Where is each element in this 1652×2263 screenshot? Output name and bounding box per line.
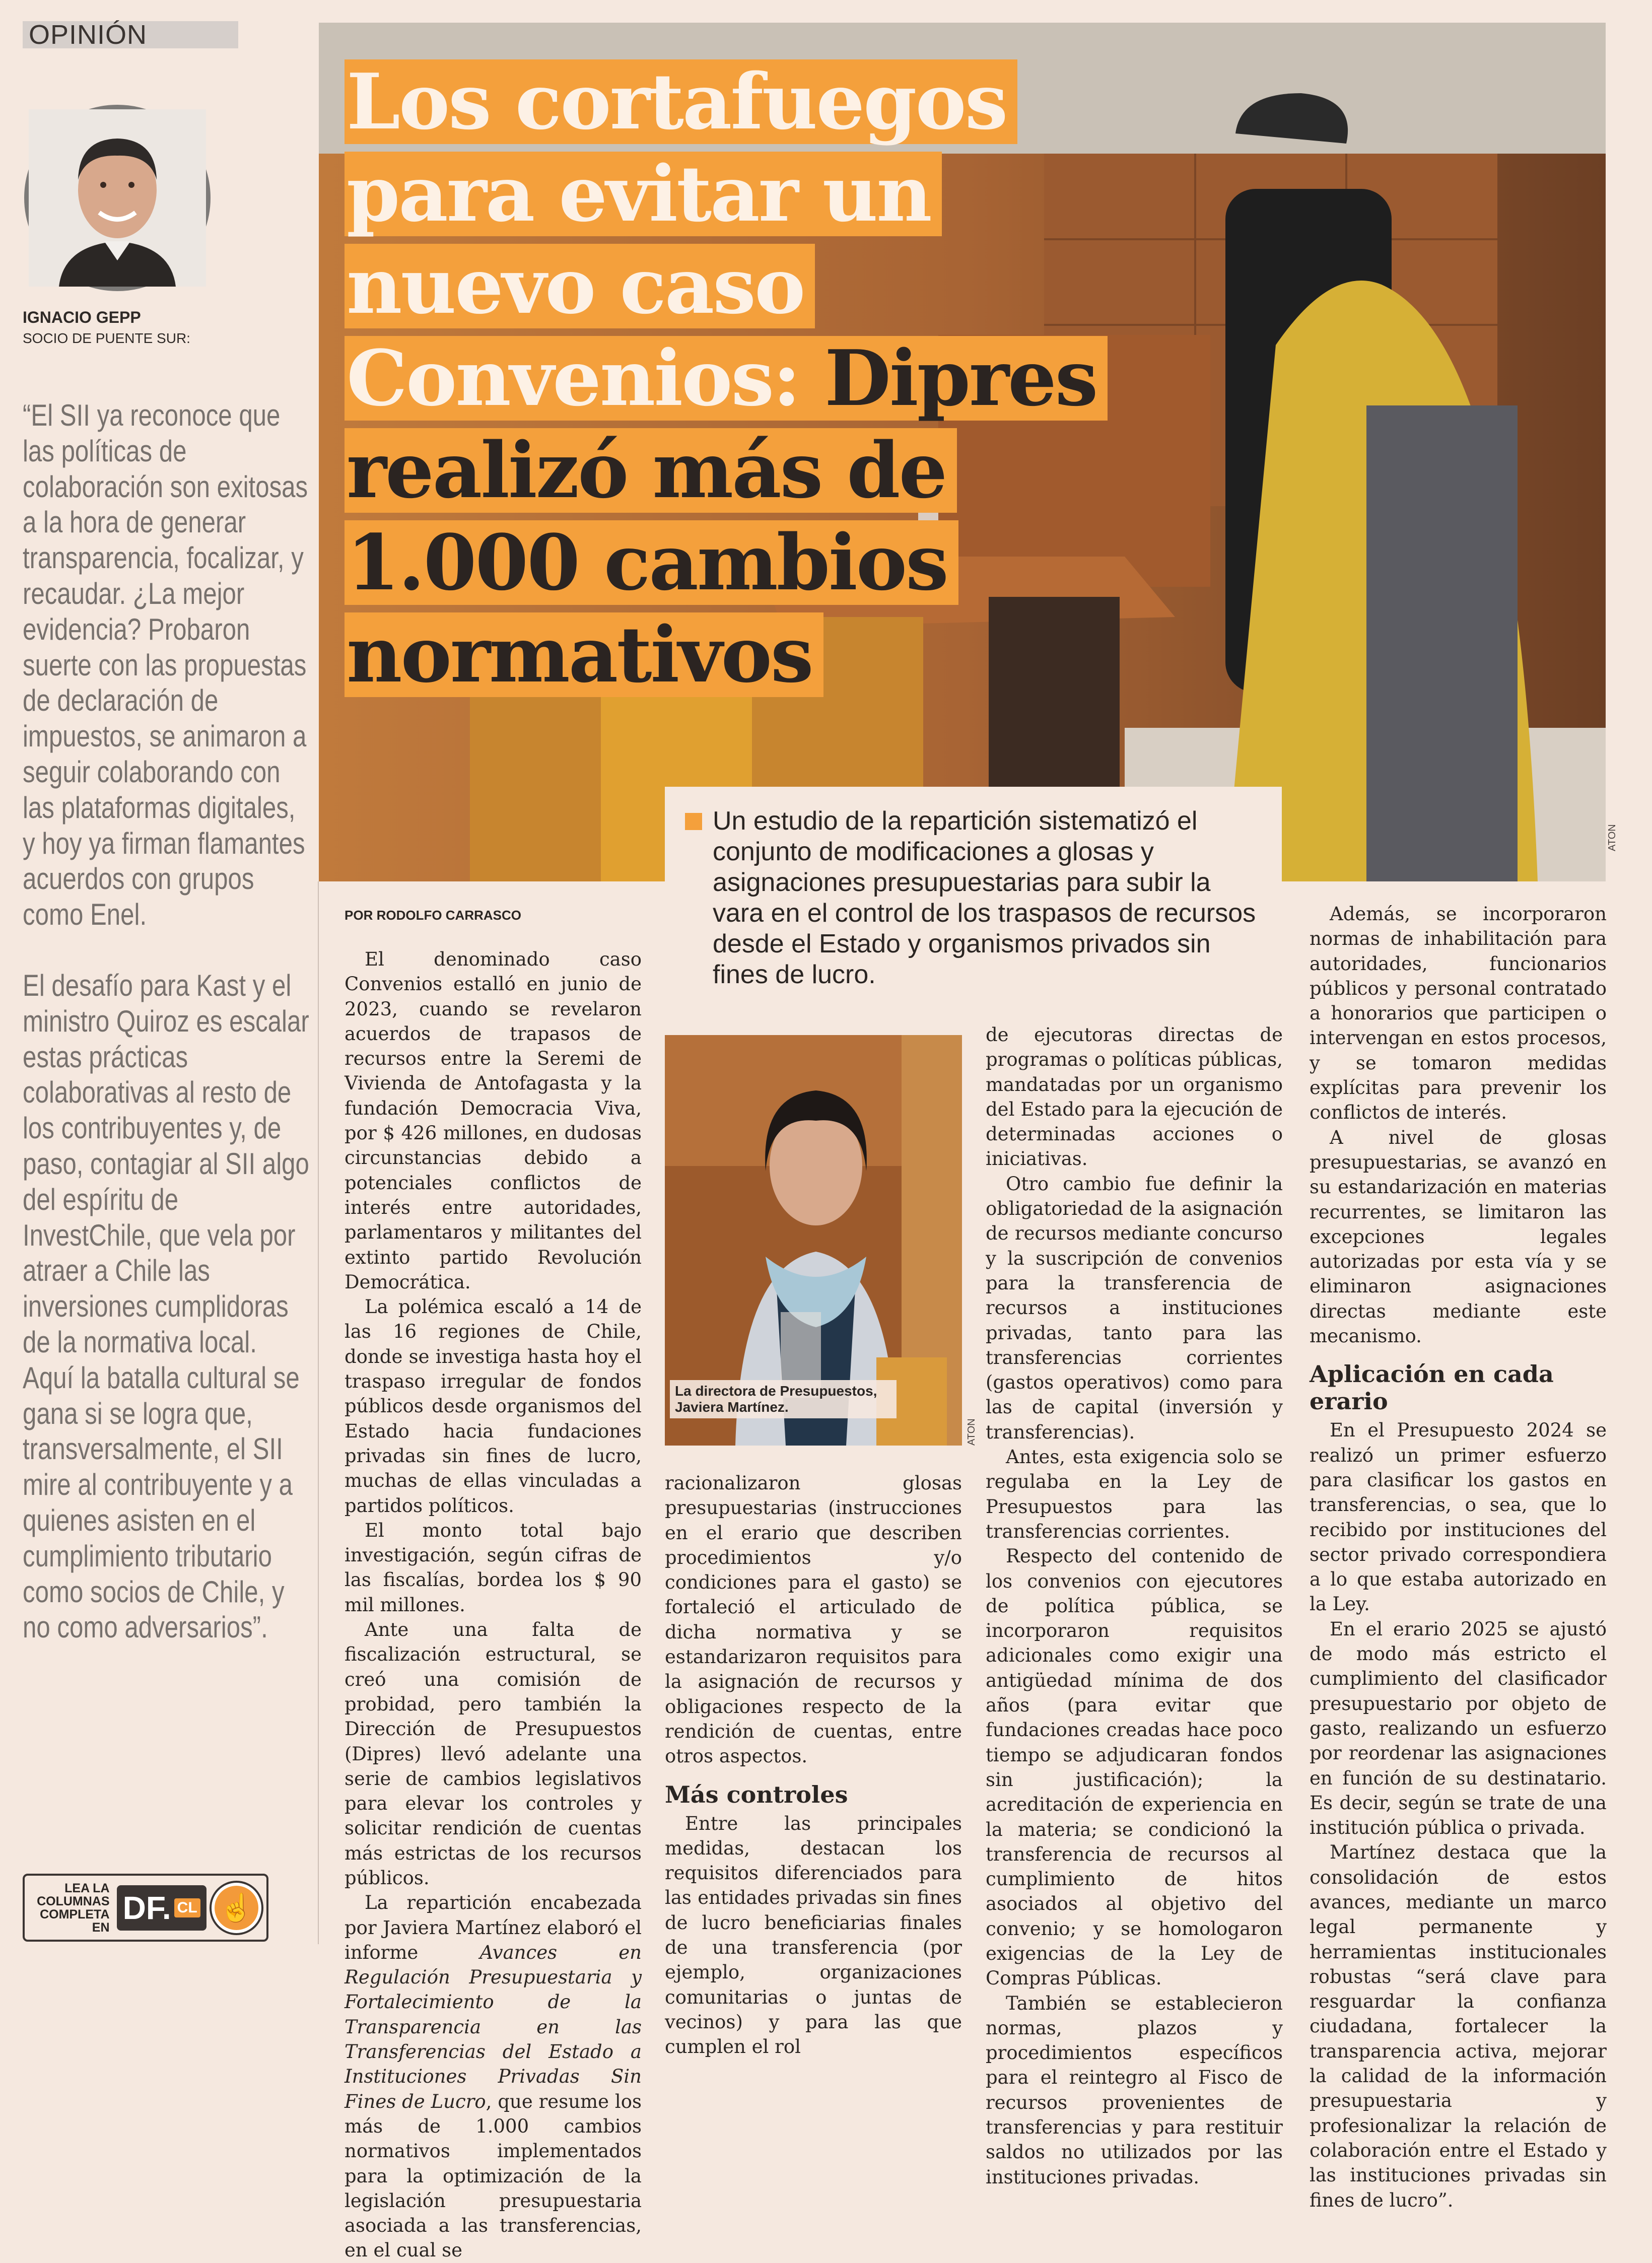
headline-line: Convenios:	[347, 333, 800, 423]
pointer-hand-icon: ☝	[212, 1883, 261, 1933]
photo-credit: ATON	[1607, 824, 1618, 851]
headline-line: Los cortafuegos	[345, 59, 1017, 144]
body-paragraph: Entre las principales medidas, destacan los requisitos diferenciados para las entidades privadas sin fines de lucro beneficiarias finales de una transferencia (por ejemplo, organizaciones comunitarias o juntas de vecinos) y para las que cumplen el rol	[665, 1812, 962, 2058]
body-paragraph: También se establecieron normas, plazos y procedimientos específicos para el reintegro al Fisco de recursos provenientes de transferencias y para restituir saldos no utilizados por las instituciones privadas.	[986, 1992, 1283, 2188]
body-paragraph: de ejecutoras directas de programas o políticas públicas, mandatadas por un organismo del Estado para la ejecución de determinadas acciones o iniciativas.	[986, 1024, 1283, 1170]
photo-credit: ATON	[966, 1418, 977, 1446]
pull-quote	[23, 398, 312, 1681]
report-title: Avances en Regulación Presupuestaria y Fortalecimiento de la Transparencia en las Transferencias del Estado a Instituciones Privadas Sin Fines de Lucro	[345, 1941, 642, 2112]
article-deck	[665, 787, 1282, 1008]
read-more-text: LEA LA COLUMNAS COMPLETA EN	[37, 1881, 110, 1935]
headline	[345, 55, 1150, 701]
author-name: IGNACIO GEPP	[23, 308, 141, 326]
subheading: Aplicación en cada erario	[1310, 1360, 1554, 1415]
article-column-3	[986, 1022, 1283, 2189]
headline-line: realizó más de	[345, 428, 957, 513]
author-avatar	[24, 105, 211, 291]
section-tag: OPINIÓN	[23, 21, 238, 48]
author-role: SOCIO DE PUENTE SUR:	[23, 330, 190, 346]
read-more-badge[interactable]	[23, 1874, 268, 1942]
body-paragraph: Además, se incorporaron normas de inhabilitación para autoridades, funcionarios públicos y personal contratado a honorarios que participen o intervengan en estos procesos, y se tomaron medidas explícitas para prevenir los conflictos de interés.	[1310, 903, 1607, 1124]
pull-quote-paragraph: “El SII ya reconoce que las políticas de colaboración son exitosas a la hora de generar transparencia, focalizar, y recaudar. ¿La mejor evidencia? Probaron suerte con las propuestas de declaración de impuestos, se animaron a seguir colaborando con las plataformas digitales, y hoy ya firman flamantes acuerdos con grupos como Enel.	[23, 398, 308, 932]
deck-text: Un estudio de la repartición sistematizó el conjunto de modificaciones a glosas y asignaciones presupuestarias para subir la vara en el control de los traspasos de recursos desde el Estado y organismos privados sin fines de lucro.	[713, 806, 1256, 989]
body-paragraph: En el Presupuesto 2024 se realizó un primer esfuerzo para clasificar los gastos en transferencias, o sea, que lo recibido por instituciones del sector privado correspondiera a lo que estaba autorizado en la Ley.	[1310, 1419, 1607, 1615]
headline-line: Dipres	[824, 333, 1097, 423]
headline-line: normativos	[345, 612, 823, 697]
article-column-1	[345, 947, 642, 2263]
body-paragraph: racionalizaron glosas presupuestarias (instrucciones en el erario que describen procedimientos y/o condiciones para el gasto) se fortaleció el articulado de dicha normativa y se estandarizaron requisitos para la asignación de recursos y obligaciones respecto de la rendición de cuentas, entre otros aspectos.	[665, 1472, 962, 1767]
headline-line: 1.000 cambios	[345, 520, 958, 605]
article-column-4	[1310, 902, 1607, 2213]
headline-line: nuevo caso	[345, 244, 815, 328]
headline-line: para evitar un	[345, 152, 942, 236]
photo-caption: La directora de Presupuestos, Javiera Martínez.	[670, 1380, 897, 1418]
byline: POR RODOLFO CARRASCO	[345, 908, 521, 923]
body-paragraph: Otro cambio fue definir la obligatoriedad de la asignación de recursos mediante concurso y la suscripción de convenios para la transferencia de recursos a instituciones privadas, tanto para las transferencias corrientes (gastos operativos) como para las de capital (inversión y transferencias).	[986, 1173, 1283, 1443]
column-divider	[318, 881, 319, 1944]
body-paragraph: Respecto del contenido de los convenios con ejecutores de política pública, se incorporaron requisitos adicionales como exigir una antigüedad mínima de dos años (para evitar que fundaciones creadas hace poco tiempo se adjudicaran fondos sin justificación); la acreditación de experiencia en la materia; se condicionó la transferencia de recursos al cumplimiento de hitos asociados al objetivo del convenio; y se homologaron exigencias de la Ley de Compras Públicas.	[986, 1545, 1283, 1990]
body-paragraph: El denominado caso Convenios estalló en junio de 2023, cuando se revelaron acuerdos de trapasos de recursos entre la Seremi de Vivienda de Antofagasta y la fundación Democracia Viva, por $ 426 millones, en dudosas circunstancias debido a potenciales conflictos de interés entre autoridades, parlamentaros y militantes del extinto partido Revolución Democrática.	[345, 948, 642, 1293]
article-column-2	[665, 1471, 962, 2060]
bullet-square-icon	[685, 813, 702, 830]
body-paragraph: En el erario 2025 se ajustó de modo más estricto el cumplimiento del clasificador presupuestario por objeto de gasto, realizando un esfuerzo por reordenar las asignaciones en función de su destinatario. Es decir, según se trate de una institución pública o privada.	[1310, 1618, 1607, 1839]
body-paragraph: El monto total bajo investigación, según cifras de las fiscalías, bordea los $ 90 mil millones.	[345, 1519, 642, 1616]
pull-quote-paragraph: El desafío para Kast y el ministro Quiroz es escalar estas prácticas colaborativas al resto de los contribuyentes y, de paso, contagiar al SII algo del espíritu de InvestChile, que vela por atraer a Chile las inversiones cumplidoras de la normativa local. Aquí la batalla cultural se gana si se logra que, transversalmente, el SII mire al contribuyente y a quienes asisten en el cumplimiento tributario como socios de Chile, y no como adversarios”.	[23, 968, 309, 1644]
body-paragraph: Martínez destaca que la consolidación de estos avances, mediante un marco legal permanente y herramientas institucionales robustas “será clave para resguardar la confianza ciudadana, fortalecer la transparencia activa, mejorar la calidad de la información presupuestaria y profesionalizar la relación de colaboración entre el Estado y las instituciones privadas sin fines de lucro”.	[1310, 1841, 1607, 2211]
df-logo: DF. CL	[117, 1885, 206, 1931]
body-paragraph: La polémica escaló a 14 de las 16 regiones de Chile, donde se investiga hasta hoy el traspaso irregular de fondos públicos desde organismos del Estado hacia fundaciones privadas sin fines de lucro, muchas de ellas vinculadas a partidos políticos.	[345, 1296, 642, 1517]
subheading: Más controles	[665, 1780, 848, 1808]
body-paragraph: Antes, esta exigencia solo se regulaba en la Ley de Presupuestos para las transferencias corrientes.	[986, 1446, 1283, 1542]
body-paragraph: A nivel de glosas presupuestarias, se avanzó en su estandarización en materias recurrentes, se limitaron las excepciones legales autorizadas por esta vía y se eliminaron asignaciones directas mediante este mecanismo.	[1310, 1126, 1607, 1347]
body-paragraph: Ante una falta de fiscalización estructural, se creó una comisión de probidad, pero también la Dirección de Presupuestos (Dipres) llevó adelante una serie de cambios legislativos para elevar los controles y solicitar rendición de cuentas más estrictas de los recursos públicos.	[345, 1619, 642, 1889]
body-paragraph: La repartición encabezada por Javiera Martínez elaboró el informe Avances en Regulación Presupuestaria y Fortalecimiento de la Transparencia en las Transferencias del Estado a Instituciones Privadas Sin Fines de Lucro, que resume los más de 1.000 cambios normativos implementados para la optimización de la legislación presupuestaria asociada a las transferencias, en el cual se	[345, 1892, 642, 2261]
